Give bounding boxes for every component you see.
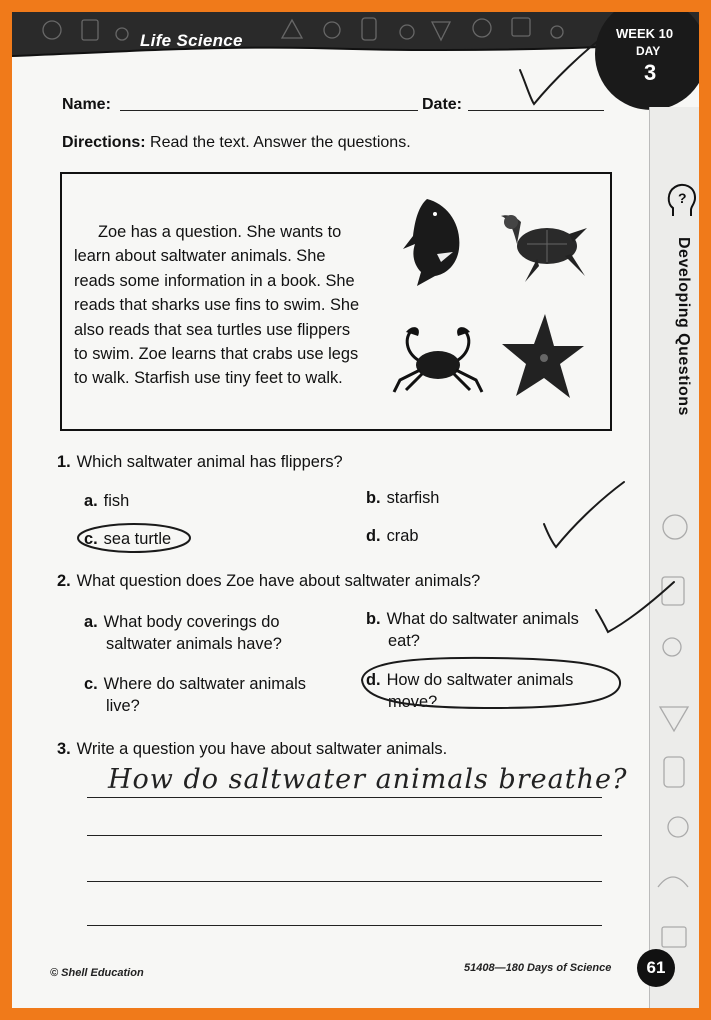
option-text: fish — [103, 492, 130, 510]
passage-line: Zoe has a question. She wants to — [98, 223, 342, 241]
question-number: 3. — [57, 740, 71, 758]
q1-checkmark — [544, 482, 624, 547]
option-letter: b. — [366, 610, 381, 628]
option-letter: d. — [366, 671, 381, 689]
option-text: crab — [386, 527, 419, 545]
option-letter: c. — [84, 530, 98, 548]
directions-text: Read the text. Answer the questions. — [150, 134, 411, 151]
q1-circle-mark — [78, 524, 190, 552]
option-text: live? — [106, 697, 140, 715]
date-checkmark — [520, 30, 612, 104]
footer-series: 51408—180 Days of Science — [464, 962, 612, 974]
date-label: Date: — [422, 96, 463, 113]
option-letter: c. — [84, 675, 98, 693]
page-number: 61 — [637, 949, 675, 987]
question-text: Which saltwater animal has flippers? — [76, 453, 343, 471]
worksheet-page — [12, 12, 699, 1008]
svg-text:?: ? — [678, 190, 687, 206]
passage-line: learn about saltwater animals. She — [74, 247, 326, 266]
option-text: starfish — [386, 489, 440, 507]
name-label: Name: — [62, 96, 111, 113]
directions-label: Directions: — [62, 134, 146, 151]
q2-circle-mark — [362, 658, 620, 708]
option-letter: a. — [84, 492, 98, 510]
question-number: 1. — [57, 453, 71, 471]
option-text: eat? — [388, 632, 420, 650]
option-text: saltwater animals have? — [106, 635, 282, 653]
option-text: Where do saltwater animals — [103, 675, 306, 693]
option-text: sea turtle — [103, 530, 172, 548]
passage-line: to walk. Starfish use tiny feet to walk. — [74, 369, 343, 388]
day-label: DAY — [636, 44, 661, 58]
option-text: How do saltwater animals — [386, 671, 574, 689]
q2-checkmark — [596, 582, 674, 632]
passage-line: to swim. Zoe learns that crabs use legs — [74, 345, 359, 364]
question-text: Write a question you have about saltwater animals. — [76, 740, 448, 758]
question-text: What question does Zoe have about saltwater animals? — [76, 572, 481, 590]
handwritten-answer: How do saltwater animals breathe? — [108, 764, 628, 795]
passage-line: also reads that sea turtles use flippers — [74, 320, 351, 339]
option-text: What do saltwater animals — [386, 610, 579, 628]
section-title: Life Science — [140, 31, 243, 50]
option-letter: a. — [84, 613, 98, 631]
passage-line: reads that sharks use fins to swim. She — [74, 296, 360, 315]
day-number: 3 — [644, 60, 657, 85]
option-letter: b. — [366, 489, 381, 507]
sidebar-title: Developing Questions — [675, 237, 692, 416]
option-letter: d. — [366, 527, 381, 545]
option-text: move? — [388, 693, 438, 711]
pen-marks — [12, 12, 699, 1008]
footer-copyright: © Shell Education — [50, 967, 144, 979]
passage-line: reads some information in a book. She — [74, 271, 355, 290]
question-number: 2. — [57, 572, 71, 590]
week-label: WEEK 10 — [616, 26, 674, 41]
option-text: What body coverings do — [103, 613, 280, 631]
